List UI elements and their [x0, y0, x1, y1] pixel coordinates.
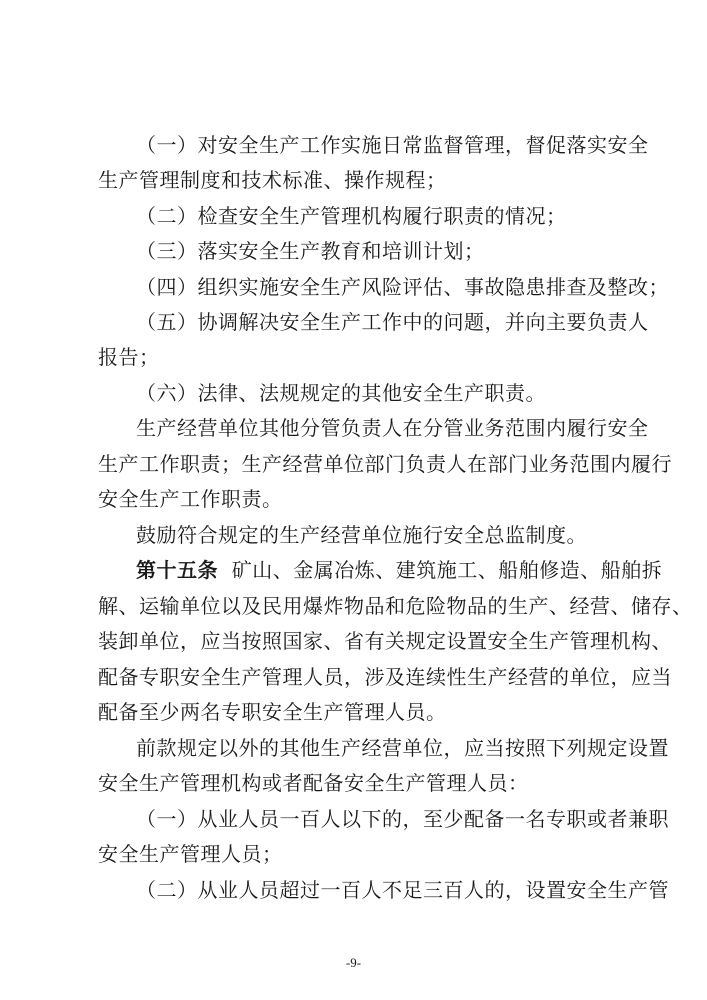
text-line: 配备至少两名专职安全生产管理人员。	[98, 700, 447, 724]
text-line: （六）法律、法规规定的其他安全生产职责。	[136, 381, 546, 405]
text-line: （二）检查安全生产管理机构履行职责的情况；	[136, 204, 567, 228]
article-text: 矿山、金属冶炼、建筑施工、船舶修造、船舶拆	[231, 558, 663, 582]
text-line: （一）对安全生产工作实施日常监督管理，督促落实安全	[136, 133, 649, 157]
text-line: 前款规定以外的其他生产经营单位，应当按照下列规定设置	[136, 736, 669, 760]
text-line: （四）组织实施安全生产风险评估、事故隐患排查及整改；	[136, 275, 669, 299]
text-line: （一）从业人员一百人以下的，至少配备一名专职或者兼职	[136, 807, 669, 831]
text-line: （三）落实安全生产教育和培训计划；	[136, 239, 485, 263]
text-line: 配备专职安全生产管理人员，涉及连续性生产经营的单位，应当	[98, 665, 672, 689]
text-line: 报告；	[98, 345, 160, 369]
text-line: 解、运输单位以及民用爆炸物品和危险物品的生产、经营、储存、	[98, 594, 693, 618]
text-line: 安全生产管理机构或者配备安全生产管理人员：	[98, 771, 529, 795]
text-line: 装卸单位，应当按照国家、省有关规定设置安全生产管理机构、	[98, 629, 672, 653]
text-line: 安全生产工作职责。	[98, 487, 283, 511]
text-line: 生产经营单位其他分管负责人在分管业务范围内履行安全	[136, 416, 649, 440]
article-first-line	[136, 557, 663, 583]
text-line: （五）协调解决安全生产工作中的问题，并向主要负责人	[136, 310, 649, 334]
article-number: 第十五条	[136, 558, 218, 582]
text-line: 安全生产管理人员；	[98, 842, 283, 866]
text-line: 鼓励符合规定的生产经营单位施行安全总监制度。	[136, 523, 587, 547]
text-line: （二）从业人员超过一百人不足三百人的，设置安全生产管	[136, 878, 669, 902]
page-number: -9-	[345, 955, 362, 970]
text-line: 生产管理制度和技术标准、操作规程；	[98, 168, 447, 192]
text-line: 生产工作职责；生产经营单位部门负责人在部门业务范围内履行	[98, 452, 672, 476]
